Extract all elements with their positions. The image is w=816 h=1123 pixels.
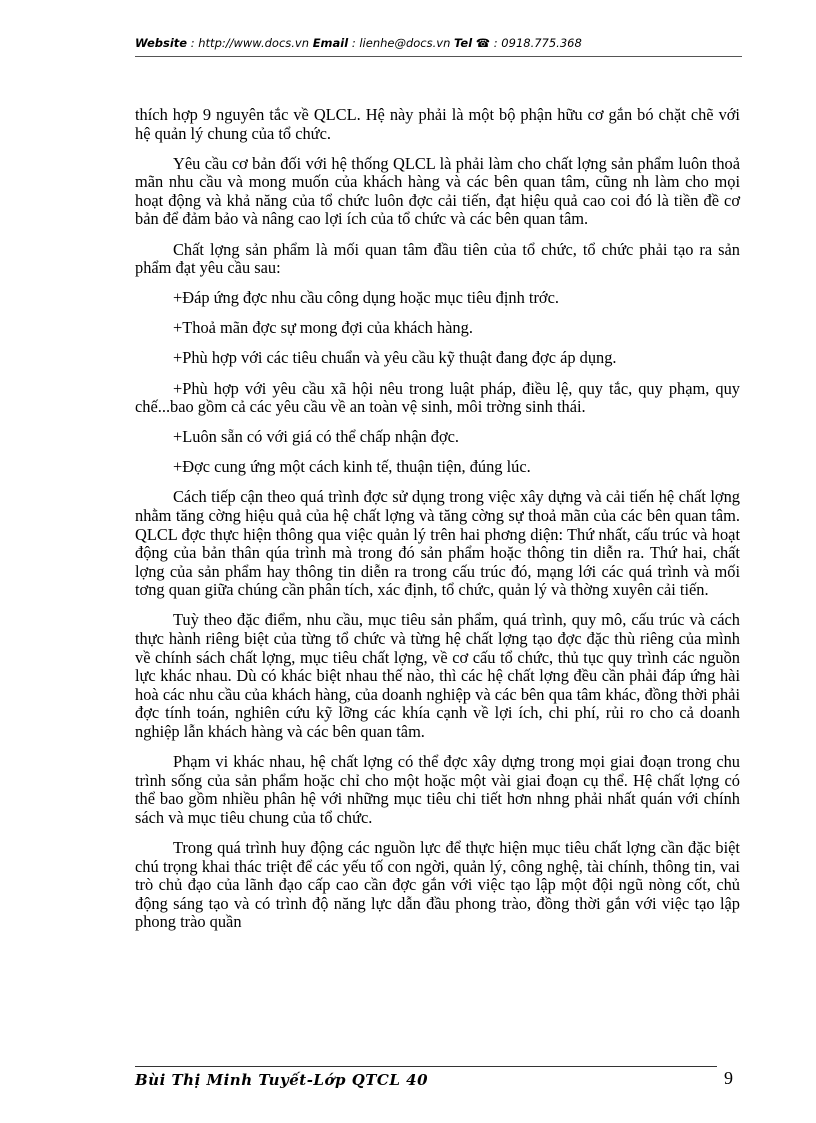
body-paragraph: Phạm vi khác nhau, hệ chất lợng có thể đợc xây dựng trong mọi giai đoạn trong chu trình sống của sản phẩm hoặc chỉ cho một hoặc một vài giai đoạn cụ thể. Hệ chất lợng có thể bao gồm nhiều phân hệ với những mục tiêu chi tiết hơn nhng phải nhất quán với chính sách và mục tiêu chung của tổ chức. <box>135 752 740 827</box>
body-paragraph: Yêu cầu cơ bản đối với hệ thống QLCL là phải làm cho chất lợng sản phẩm luôn thoả mãn nhu cầu và mong muốn của khách hàng và các bên quan tâm, cũng nh làm cho mọi hoạt động và khả năng của tổ chức luôn đợc cải tiến, đạt hiệu quả cao coi đó là tiền đề cơ bản để đảm bảo và nâng cao lợi ích của tổ chức và các bên quan tâm. <box>135 153 740 229</box>
body-paragraph: +Đợc cung ứng một cách kinh tế, thuận tiện, đúng lúc. <box>173 457 531 477</box>
page-number: 9 <box>724 1068 733 1088</box>
document-body <box>135 106 740 943</box>
footer-author: Bùi Thị Minh Tuyết-Lớp QTCL 40 <box>135 1071 429 1089</box>
body-paragraph: Chất lợng sản phẩm là mối quan tâm đầu tiên của tổ chức, tổ chức phải tạo ra sản phẩm đạt yêu cầu sau: <box>135 239 740 278</box>
body-paragraph: Trong quá trình huy động các nguồn lực để thực hiện mục tiêu chất lợng cần đặc biệt chú trọng khai thác triệt để các yếu tố con ngời, quản lý, công nghệ, tài chính, thông tin, vai trò chủ đạo của lãnh đạo cấp cao cần đợc gắn với việc tạo lập một đội ngũ nòng cốt, chủ động sáng tạo và có trình độ năng lực dẫn đầu phong trào, đồng thời gắn với việc tạo lập phong trào quần <box>135 838 740 932</box>
body-paragraph: +Thoả mãn đợc sự mong đợi của khách hàng. <box>173 318 473 338</box>
website-label: Website <box>135 36 188 50</box>
body-paragraph: thích hợp 9 nguyên tắc về QLCL. Hệ này phải là một bộ phận hữu cơ gắn bó chặt chẽ với hệ quản lý chung của tổ chức. <box>135 105 740 143</box>
body-paragraph: +Phù hợp với yêu cầu xã hội nêu trong luật pháp, điều lệ, quy tắc, quy phạm, quy chế...bao gồm cả các yêu cầu về an toàn vệ sinh, môi trờng sinh thái. <box>135 378 740 417</box>
header-divider <box>135 56 742 57</box>
page-header <box>135 36 740 50</box>
body-paragraph: +Luôn sẵn có với giá có thể chấp nhận đợc. <box>173 427 460 447</box>
email-label: Email <box>312 36 349 50</box>
body-paragraph: Tuỳ theo đặc điểm, nhu cầu, mục tiêu sản phẩm, quá trình, quy mô, cấu trúc và cách thực hành riêng biệt của từng tổ chức và từng hệ chất lợng tạo đợc đặc thù riêng của mình về chính sách chất lợng, mục tiêu chất lợng, về cơ cấu tổ chức, thủ tục quy trình các nguồn lực khác nhau. Dù có khác biệt nhau thế nào, thì các hệ chất lợng đều cần phải đáp ứng hài hoà các nhu cầu của khách hàng, của doanh nghiệp và các bên qua tâm khác, đồng thời phải đợc tính toán, nghiên cứu kỹ lỡng các khía cạnh về lợi ích, chi phí, rủi ro cho cả doanh nghiệp lẫn khách hàng và các bên quan tâm. <box>135 610 740 742</box>
tel-label: Tel <box>454 36 473 50</box>
footer-divider <box>135 1066 717 1067</box>
body-paragraph: +Phù hợp với các tiêu chuẩn và yêu cầu kỹ thuật đang đợc áp dụng. <box>173 348 617 368</box>
website-url[interactable]: : http://www.docs.vn <box>187 36 313 50</box>
body-paragraph: Cách tiếp cận theo quá trình đợc sử dụng trong việc xây dựng và cải tiến hệ chất lợng nhằm tăng cờng hiệu quả của hệ chất lợng và tăng cờng sự thoả mãn của các bên quan tâm. QLCL đợc thực hiện thông qua việc quản lý trên hai phơng diện: Thứ nhất, cấu trúc và hoạt động của bản thân qúa trình mà trong đó sản phẩm hoặc thông tin diễn ra. Thứ hai, chất lợng của sản phẩm hay thông tin diễn ra trong cấu trúc đó, mạng lới các quá trình và mối tơng quan giữa chúng cần phân tích, xác định, tổ chức, quản lý và thờng xuyên cải tiến. <box>135 487 740 600</box>
email-address[interactable]: : lienhe@docs.vn <box>348 36 455 50</box>
phone-icon: ☎ <box>475 36 491 50</box>
tel-number: : 0918.775.368 <box>490 36 582 50</box>
body-paragraph: +Đáp ứng đợc nhu cầu công dụng hoặc mục tiêu định trớc. <box>173 288 559 308</box>
